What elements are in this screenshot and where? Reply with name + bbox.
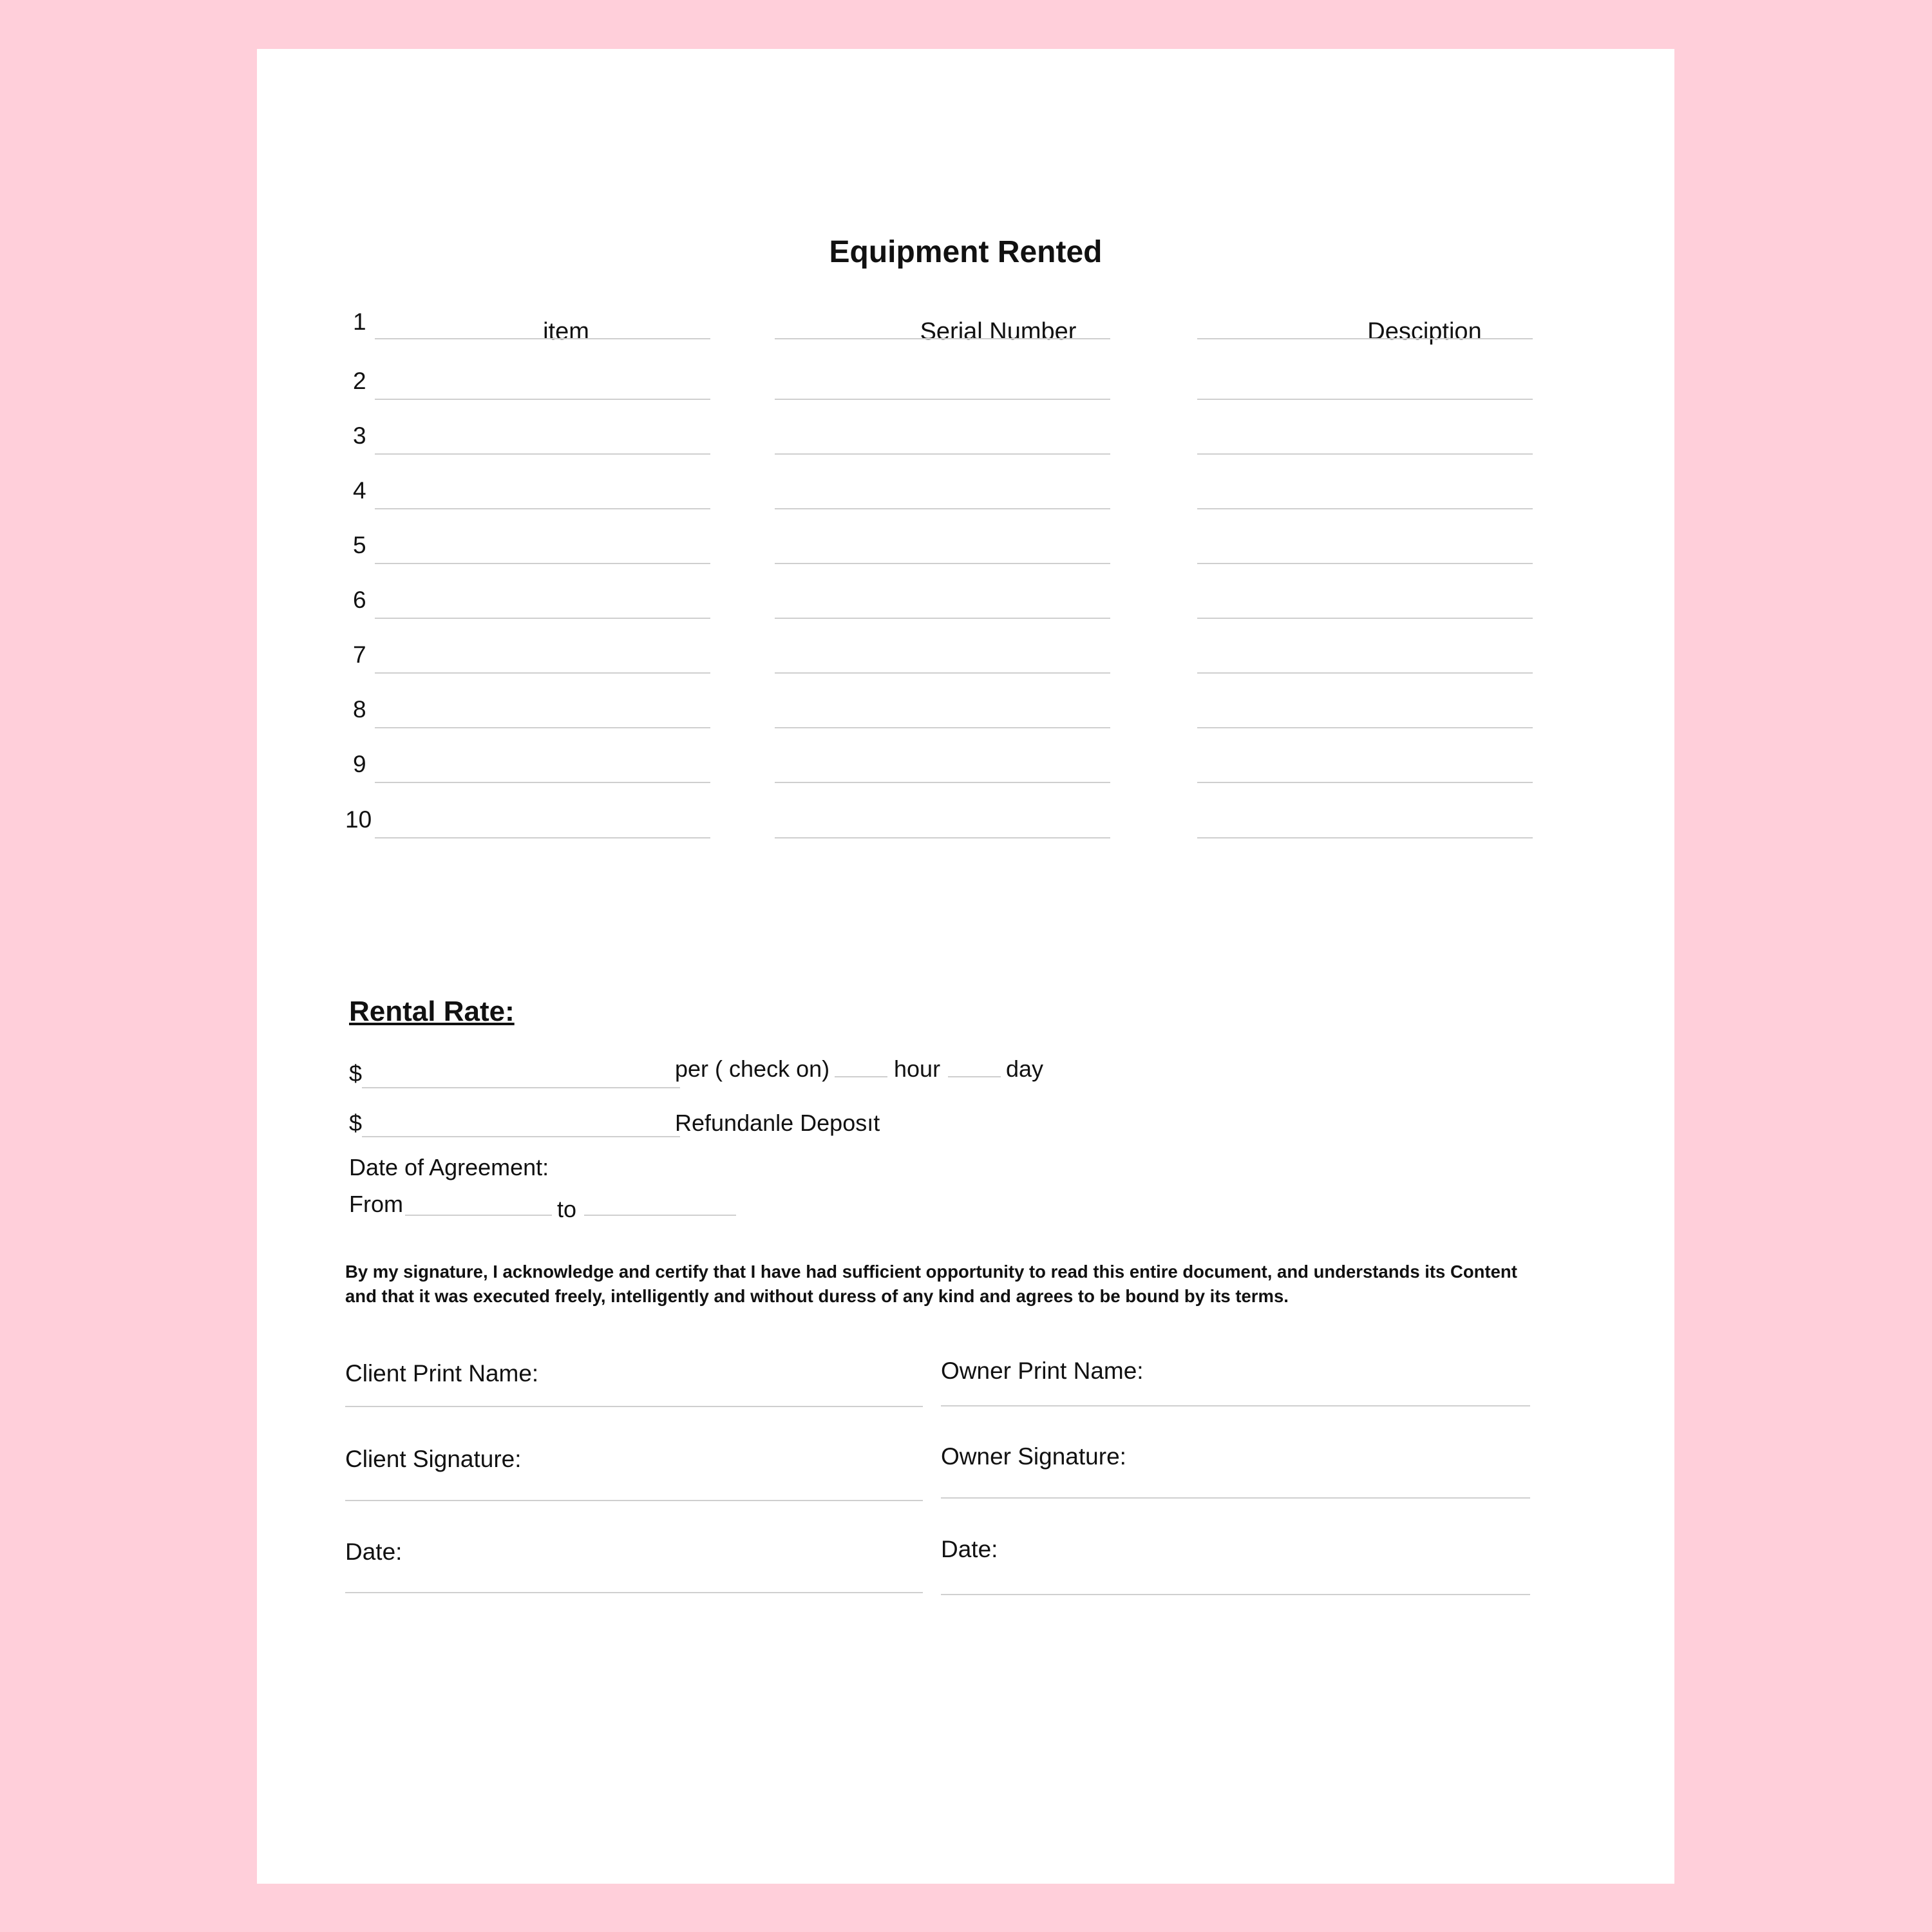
row-number: 3 (353, 422, 366, 449)
terms-acknowledgement: By my signature, I acknowledge and certify that I have had sufficient opportunity to read this entire document, and understands its Content and that it was executed freely, intelligently and without duress of any kind and agrees to be bound by its terms. (345, 1262, 1517, 1306)
item-field[interactable] (375, 782, 710, 783)
column-header-serial-number: Serial Number (920, 318, 1077, 345)
owner-signature-field[interactable] (941, 1497, 1530, 1499)
description-field[interactable] (1197, 618, 1533, 619)
row-number: 7 (353, 641, 366, 668)
deposit-amount-field[interactable] (362, 1136, 680, 1137)
item-field[interactable] (375, 508, 710, 509)
description-field[interactable] (1197, 782, 1533, 783)
rental-rate-heading: Rental Rate: (349, 996, 515, 1027)
to-label: to (557, 1196, 577, 1222)
day-label: day (1006, 1056, 1044, 1082)
refundable-deposit-label: Refundanle Deposıt (675, 1110, 880, 1136)
item-field[interactable] (375, 672, 710, 674)
client-date-label: Date: (345, 1539, 402, 1565)
column-header-description: Desciption (1367, 318, 1482, 345)
item-field[interactable] (375, 727, 710, 728)
hour-check-field[interactable] (835, 1076, 887, 1077)
item-field[interactable] (375, 837, 710, 838)
item-field[interactable] (375, 618, 710, 619)
serial-number-field[interactable] (775, 399, 1110, 400)
row-number: 9 (353, 751, 366, 777)
serial-number-field[interactable] (775, 453, 1110, 455)
row-number: 1 (353, 308, 366, 335)
currency-symbol: $ (349, 1060, 363, 1086)
serial-number-field[interactable] (775, 338, 1110, 339)
client-signature-field[interactable] (345, 1500, 923, 1501)
row-number: 8 (353, 696, 366, 723)
serial-number-field[interactable] (775, 672, 1110, 674)
item-field[interactable] (375, 453, 710, 455)
item-field[interactable] (375, 563, 710, 564)
owner-date-label: Date: (941, 1536, 998, 1562)
from-date-field[interactable] (405, 1215, 552, 1216)
day-check-field[interactable] (948, 1076, 1001, 1077)
item-field[interactable] (375, 338, 710, 339)
owner-print-name-label: Owner Print Name: (941, 1358, 1144, 1384)
page-title: Equipment Rented (829, 235, 1103, 269)
owner-date-field[interactable] (941, 1594, 1530, 1595)
column-header-item: item (543, 318, 589, 345)
per-check-on-label: per ( check on) (675, 1056, 830, 1082)
description-field[interactable] (1197, 508, 1533, 509)
serial-number-field[interactable] (775, 618, 1110, 619)
item-field[interactable] (375, 399, 710, 400)
serial-number-field[interactable] (775, 727, 1110, 728)
serial-number-field[interactable] (775, 837, 1110, 838)
description-field[interactable] (1197, 399, 1533, 400)
hour-label: hour (894, 1056, 941, 1082)
currency-symbol: $ (349, 1110, 363, 1136)
description-field[interactable] (1197, 672, 1533, 674)
row-number: 2 (353, 368, 366, 394)
row-number: 5 (353, 532, 366, 558)
owner-print-name-field[interactable] (941, 1405, 1530, 1406)
row-number: 4 (353, 477, 366, 504)
client-print-name-label: Client Print Name: (345, 1360, 539, 1387)
to-date-field[interactable] (584, 1215, 736, 1216)
description-field[interactable] (1197, 453, 1533, 455)
description-field[interactable] (1197, 837, 1533, 838)
serial-number-field[interactable] (775, 782, 1110, 783)
description-field[interactable] (1197, 338, 1533, 339)
rate-amount-field[interactable] (362, 1087, 680, 1088)
form-page (257, 49, 1674, 1884)
client-print-name-field[interactable] (345, 1406, 923, 1407)
client-date-field[interactable] (345, 1592, 923, 1593)
row-number: 10 (345, 806, 372, 833)
row-number: 6 (353, 587, 366, 613)
owner-signature-label: Owner Signature: (941, 1443, 1126, 1470)
date-of-agreement-label: Date of Agreement: (349, 1154, 549, 1180)
serial-number-field[interactable] (775, 563, 1110, 564)
description-field[interactable] (1197, 727, 1533, 728)
from-label: From (349, 1191, 403, 1217)
client-signature-label: Client Signature: (345, 1446, 522, 1472)
description-field[interactable] (1197, 563, 1533, 564)
serial-number-field[interactable] (775, 508, 1110, 509)
